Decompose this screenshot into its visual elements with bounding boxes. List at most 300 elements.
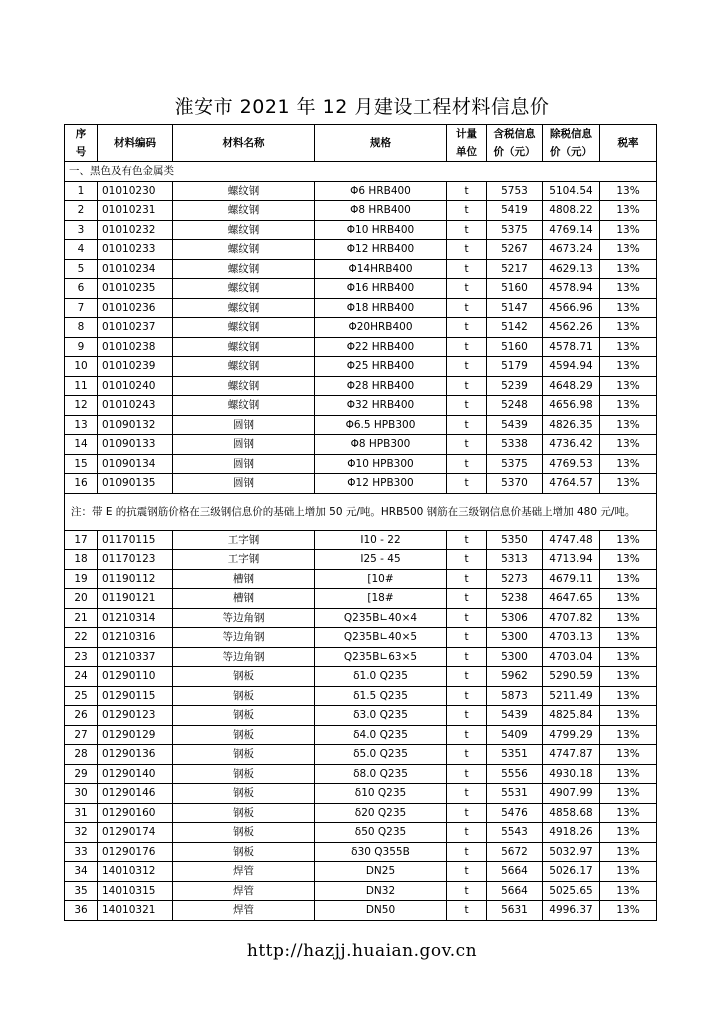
cell-notax: 4907.99 <box>543 784 600 804</box>
cell-rate: 13% <box>600 396 657 416</box>
cell-unit: t <box>447 530 487 550</box>
table-row <box>65 550 657 570</box>
cell-rate: 13% <box>600 259 657 279</box>
cell-code: 01290115 <box>98 686 173 706</box>
cell-spec: Φ12 HRB400 <box>315 240 447 260</box>
cell-name: 螺纹钢 <box>173 220 315 240</box>
page-title: 淮安市 2021 年 12 月建设工程材料信息价 <box>174 96 550 118</box>
price-table <box>64 124 657 921</box>
cell-name: 圆钢 <box>173 474 315 494</box>
cell-name: 焊管 <box>173 881 315 901</box>
cell-seq: 35 <box>65 881 98 901</box>
cell-unit: t <box>447 628 487 648</box>
cell-unit: t <box>447 357 487 377</box>
cell-seq: 24 <box>65 667 98 687</box>
cell-spec: δ3.0 Q235 <box>315 706 447 726</box>
cell-seq: 25 <box>65 686 98 706</box>
section-label: 一、黑色及有色金属类 <box>65 162 657 182</box>
table-row <box>65 337 657 357</box>
note-text: 注：带 E 的抗震钢筋价格在三级钢信息价的基础上增加 50 元/吨。HRB500 钢筋在三级钢信息价基础上增加 480 元/吨。 <box>65 493 657 530</box>
cell-seq: 14 <box>65 435 98 455</box>
cell-rate: 13% <box>600 901 657 921</box>
cell-tax: 5419 <box>487 201 543 221</box>
cell-seq: 17 <box>65 530 98 550</box>
cell-spec: δ1.5 Q235 <box>315 686 447 706</box>
cell-name: 螺纹钢 <box>173 357 315 377</box>
cell-name: 槽钢 <box>173 569 315 589</box>
cell-unit: t <box>447 201 487 221</box>
cell-name: 焊管 <box>173 901 315 921</box>
table-row <box>65 803 657 823</box>
cell-seq: 36 <box>65 901 98 921</box>
cell-rate: 13% <box>600 823 657 843</box>
table-row <box>65 220 657 240</box>
cell-notax: 4747.48 <box>543 530 600 550</box>
cell-code: 01010240 <box>98 376 173 396</box>
cell-name: 螺纹钢 <box>173 279 315 299</box>
cell-tax: 5238 <box>487 589 543 609</box>
cell-rate: 13% <box>600 842 657 862</box>
cell-unit: t <box>447 240 487 260</box>
cell-seq: 27 <box>65 725 98 745</box>
cell-rate: 13% <box>600 357 657 377</box>
cell-notax: 5104.54 <box>543 181 600 201</box>
cell-seq: 3 <box>65 220 98 240</box>
cell-tax: 5239 <box>487 376 543 396</box>
cell-seq: 12 <box>65 396 98 416</box>
header-price-tax: 含税信息 价（元） <box>487 125 543 162</box>
cell-tax: 5543 <box>487 823 543 843</box>
cell-code: 01010239 <box>98 357 173 377</box>
cell-seq: 28 <box>65 745 98 765</box>
cell-name: 钢板 <box>173 725 315 745</box>
cell-spec: Φ10 HPB300 <box>315 454 447 474</box>
cell-notax: 4566.96 <box>543 298 600 318</box>
cell-rate: 13% <box>600 628 657 648</box>
cell-name: 螺纹钢 <box>173 240 315 260</box>
cell-code: 14010315 <box>98 881 173 901</box>
cell-code: 01190121 <box>98 589 173 609</box>
table-row <box>65 628 657 648</box>
cell-tax: 5370 <box>487 474 543 494</box>
cell-tax: 5217 <box>487 259 543 279</box>
cell-notax: 4713.94 <box>543 550 600 570</box>
cell-code: 01090134 <box>98 454 173 474</box>
cell-spec: Φ8 HPB300 <box>315 435 447 455</box>
cell-spec: δ5.0 Q235 <box>315 745 447 765</box>
cell-seq: 20 <box>65 589 98 609</box>
cell-spec: [10# <box>315 569 447 589</box>
cell-notax: 4656.98 <box>543 396 600 416</box>
cell-spec: [18# <box>315 589 447 609</box>
cell-rate: 13% <box>600 415 657 435</box>
cell-rate: 13% <box>600 862 657 882</box>
table-header <box>65 125 657 162</box>
table-row <box>65 589 657 609</box>
cell-unit: t <box>447 396 487 416</box>
cell-notax: 4799.29 <box>543 725 600 745</box>
table-row <box>65 881 657 901</box>
cell-tax: 5267 <box>487 240 543 260</box>
cell-code: 01010232 <box>98 220 173 240</box>
cell-seq: 30 <box>65 784 98 804</box>
table-row <box>65 647 657 667</box>
cell-rate: 13% <box>600 201 657 221</box>
cell-code: 01010236 <box>98 298 173 318</box>
cell-name: 钢板 <box>173 667 315 687</box>
cell-notax: 4996.37 <box>543 901 600 921</box>
cell-notax: 4808.22 <box>543 201 600 221</box>
cell-spec: δ1.0 Q235 <box>315 667 447 687</box>
cell-code: 01290176 <box>98 842 173 862</box>
cell-unit: t <box>447 279 487 299</box>
cell-spec: DN25 <box>315 862 447 882</box>
cell-tax: 5476 <box>487 803 543 823</box>
cell-unit: t <box>447 569 487 589</box>
cell-name: 螺纹钢 <box>173 376 315 396</box>
cell-rate: 13% <box>600 589 657 609</box>
cell-rate: 13% <box>600 745 657 765</box>
cell-code: 01010238 <box>98 337 173 357</box>
table-row <box>65 725 657 745</box>
cell-notax: 4673.24 <box>543 240 600 260</box>
cell-notax: 5211.49 <box>543 686 600 706</box>
cell-notax: 4594.94 <box>543 357 600 377</box>
header-spec: 规格 <box>315 125 447 162</box>
cell-spec: δ20 Q235 <box>315 803 447 823</box>
cell-rate: 13% <box>600 279 657 299</box>
cell-tax: 5160 <box>487 279 543 299</box>
cell-rate: 13% <box>600 686 657 706</box>
cell-unit: t <box>447 337 487 357</box>
table-row <box>65 686 657 706</box>
cell-unit: t <box>447 454 487 474</box>
cell-seq: 16 <box>65 474 98 494</box>
cell-seq: 11 <box>65 376 98 396</box>
cell-seq: 15 <box>65 454 98 474</box>
cell-unit: t <box>447 881 487 901</box>
table-row <box>65 376 657 396</box>
cell-code: 01290140 <box>98 764 173 784</box>
cell-rate: 13% <box>600 376 657 396</box>
cell-tax: 5439 <box>487 415 543 435</box>
cell-spec: δ30 Q355B <box>315 842 447 862</box>
table-row <box>65 842 657 862</box>
cell-code: 01170115 <box>98 530 173 550</box>
cell-tax: 5375 <box>487 220 543 240</box>
cell-tax: 5160 <box>487 337 543 357</box>
cell-tax: 5664 <box>487 862 543 882</box>
cell-name: 螺纹钢 <box>173 201 315 221</box>
table-row <box>65 259 657 279</box>
cell-tax: 5351 <box>487 745 543 765</box>
header-name: 材料名称 <box>173 125 315 162</box>
cell-unit: t <box>447 298 487 318</box>
cell-name: 钢板 <box>173 823 315 843</box>
cell-code: 01010237 <box>98 318 173 338</box>
header-unit: 计量 单位 <box>447 125 487 162</box>
cell-tax: 5300 <box>487 628 543 648</box>
cell-spec: DN50 <box>315 901 447 921</box>
table-row <box>65 435 657 455</box>
cell-spec: Φ14HRB400 <box>315 259 447 279</box>
cell-unit: t <box>447 725 487 745</box>
cell-tax: 5664 <box>487 881 543 901</box>
table-row <box>65 474 657 494</box>
cell-seq: 34 <box>65 862 98 882</box>
table-row <box>65 396 657 416</box>
cell-code: 01090135 <box>98 474 173 494</box>
cell-unit: t <box>447 745 487 765</box>
table-row <box>65 862 657 882</box>
cell-rate: 13% <box>600 550 657 570</box>
cell-notax: 4562.26 <box>543 318 600 338</box>
cell-spec: δ8.0 Q235 <box>315 764 447 784</box>
cell-name: 钢板 <box>173 803 315 823</box>
cell-name: 螺纹钢 <box>173 318 315 338</box>
cell-name: 圆钢 <box>173 435 315 455</box>
cell-rate: 13% <box>600 881 657 901</box>
cell-code: 14010321 <box>98 901 173 921</box>
cell-tax: 5306 <box>487 608 543 628</box>
cell-seq: 4 <box>65 240 98 260</box>
cell-tax: 5531 <box>487 784 543 804</box>
note-row <box>65 493 657 530</box>
cell-notax: 4578.94 <box>543 279 600 299</box>
cell-spec: Φ18 HRB400 <box>315 298 447 318</box>
cell-unit: t <box>447 901 487 921</box>
cell-notax: 4930.18 <box>543 764 600 784</box>
cell-name: 等边角钢 <box>173 608 315 628</box>
table-row <box>65 764 657 784</box>
cell-rate: 13% <box>600 608 657 628</box>
cell-unit: t <box>447 376 487 396</box>
table-row <box>65 608 657 628</box>
cell-spec: δ10 Q235 <box>315 784 447 804</box>
cell-code: 01290174 <box>98 823 173 843</box>
footer-url: http://hazjj.huaian.gov.cn <box>246 941 478 961</box>
cell-seq: 33 <box>65 842 98 862</box>
cell-notax: 4648.29 <box>543 376 600 396</box>
table-row <box>65 823 657 843</box>
cell-name: 圆钢 <box>173 415 315 435</box>
cell-seq: 22 <box>65 628 98 648</box>
cell-notax: 4764.57 <box>543 474 600 494</box>
cell-name: 钢板 <box>173 764 315 784</box>
header-code: 材料编码 <box>98 125 173 162</box>
cell-rate: 13% <box>600 725 657 745</box>
cell-spec: DN32 <box>315 881 447 901</box>
table-body <box>65 162 657 921</box>
table-row <box>65 298 657 318</box>
table-row <box>65 901 657 921</box>
cell-rate: 13% <box>600 435 657 455</box>
cell-unit: t <box>447 647 487 667</box>
cell-spec: Φ25 HRB400 <box>315 357 447 377</box>
cell-rate: 13% <box>600 181 657 201</box>
cell-code: 01090133 <box>98 435 173 455</box>
cell-code: 01010235 <box>98 279 173 299</box>
cell-rate: 13% <box>600 530 657 550</box>
cell-notax: 4629.13 <box>543 259 600 279</box>
table-row <box>65 667 657 687</box>
cell-rate: 13% <box>600 454 657 474</box>
cell-unit: t <box>447 667 487 687</box>
cell-spec: Q235B∟40×4 <box>315 608 447 628</box>
cell-name: 钢板 <box>173 686 315 706</box>
table-row <box>65 201 657 221</box>
cell-tax: 5962 <box>487 667 543 687</box>
cell-unit: t <box>447 318 487 338</box>
cell-notax: 5032.97 <box>543 842 600 862</box>
cell-spec: Φ28 HRB400 <box>315 376 447 396</box>
cell-tax: 5147 <box>487 298 543 318</box>
cell-unit: t <box>447 220 487 240</box>
cell-code: 01290160 <box>98 803 173 823</box>
cell-seq: 18 <box>65 550 98 570</box>
cell-rate: 13% <box>600 784 657 804</box>
cell-spec: Φ6 HRB400 <box>315 181 447 201</box>
table-row <box>65 415 657 435</box>
cell-unit: t <box>447 764 487 784</box>
cell-spec: Φ6.5 HPB300 <box>315 415 447 435</box>
header-rate: 税率 <box>600 125 657 162</box>
cell-spec: Φ22 HRB400 <box>315 337 447 357</box>
cell-name: 等边角钢 <box>173 647 315 667</box>
cell-tax: 5248 <box>487 396 543 416</box>
cell-code: 01010243 <box>98 396 173 416</box>
cell-unit: t <box>447 181 487 201</box>
cell-code: 01210314 <box>98 608 173 628</box>
cell-name: 钢板 <box>173 745 315 765</box>
cell-unit: t <box>447 608 487 628</box>
cell-name: 焊管 <box>173 862 315 882</box>
cell-seq: 21 <box>65 608 98 628</box>
cell-spec: I25 - 45 <box>315 550 447 570</box>
cell-unit: t <box>447 550 487 570</box>
cell-unit: t <box>447 435 487 455</box>
cell-notax: 4703.13 <box>543 628 600 648</box>
cell-name: 螺纹钢 <box>173 181 315 201</box>
cell-rate: 13% <box>600 318 657 338</box>
section-row <box>65 162 657 182</box>
cell-name: 工字钢 <box>173 550 315 570</box>
cell-notax: 5025.65 <box>543 881 600 901</box>
cell-seq: 6 <box>65 279 98 299</box>
cell-seq: 31 <box>65 803 98 823</box>
cell-spec: Q235B∟40×5 <box>315 628 447 648</box>
cell-notax: 4918.26 <box>543 823 600 843</box>
cell-tax: 5313 <box>487 550 543 570</box>
cell-rate: 13% <box>600 298 657 318</box>
cell-tax: 5375 <box>487 454 543 474</box>
cell-seq: 5 <box>65 259 98 279</box>
cell-code: 01010233 <box>98 240 173 260</box>
cell-unit: t <box>447 706 487 726</box>
cell-code: 01210337 <box>98 647 173 667</box>
cell-seq: 13 <box>65 415 98 435</box>
cell-code: 01290110 <box>98 667 173 687</box>
cell-name: 工字钢 <box>173 530 315 550</box>
cell-rate: 13% <box>600 764 657 784</box>
cell-notax: 4578.71 <box>543 337 600 357</box>
cell-unit: t <box>447 823 487 843</box>
cell-rate: 13% <box>600 667 657 687</box>
cell-code: 01290123 <box>98 706 173 726</box>
table-row <box>65 530 657 550</box>
cell-notax: 4826.35 <box>543 415 600 435</box>
cell-notax: 4747.87 <box>543 745 600 765</box>
cell-notax: 4679.11 <box>543 569 600 589</box>
cell-code: 01290146 <box>98 784 173 804</box>
cell-tax: 5300 <box>487 647 543 667</box>
cell-unit: t <box>447 842 487 862</box>
cell-unit: t <box>447 589 487 609</box>
cell-code: 01010234 <box>98 259 173 279</box>
table-row <box>65 318 657 338</box>
cell-unit: t <box>447 862 487 882</box>
cell-seq: 19 <box>65 569 98 589</box>
cell-code: 01010231 <box>98 201 173 221</box>
table-row <box>65 706 657 726</box>
cell-seq: 32 <box>65 823 98 843</box>
cell-tax: 5338 <box>487 435 543 455</box>
cell-code: 01210316 <box>98 628 173 648</box>
cell-rate: 13% <box>600 474 657 494</box>
cell-notax: 5026.17 <box>543 862 600 882</box>
cell-tax: 5142 <box>487 318 543 338</box>
cell-spec: I10 - 22 <box>315 530 447 550</box>
cell-rate: 13% <box>600 647 657 667</box>
cell-spec: δ4.0 Q235 <box>315 725 447 745</box>
table-row <box>65 357 657 377</box>
cell-unit: t <box>447 784 487 804</box>
cell-seq: 26 <box>65 706 98 726</box>
cell-name: 槽钢 <box>173 589 315 609</box>
table-row <box>65 569 657 589</box>
cell-unit: t <box>447 415 487 435</box>
cell-tax: 5179 <box>487 357 543 377</box>
table-row <box>65 240 657 260</box>
cell-rate: 13% <box>600 706 657 726</box>
header-price-notax: 除税信息 价（元） <box>543 125 600 162</box>
cell-tax: 5273 <box>487 569 543 589</box>
cell-rate: 13% <box>600 803 657 823</box>
cell-spec: Φ16 HRB400 <box>315 279 447 299</box>
cell-code: 14010312 <box>98 862 173 882</box>
cell-tax: 5409 <box>487 725 543 745</box>
cell-spec: Φ10 HRB400 <box>315 220 447 240</box>
cell-name: 螺纹钢 <box>173 337 315 357</box>
cell-name: 钢板 <box>173 784 315 804</box>
cell-unit: t <box>447 259 487 279</box>
cell-tax: 5350 <box>487 530 543 550</box>
table-row <box>65 454 657 474</box>
cell-name: 螺纹钢 <box>173 298 315 318</box>
cell-seq: 8 <box>65 318 98 338</box>
cell-rate: 13% <box>600 220 657 240</box>
header-seq: 序 号 <box>65 125 98 162</box>
table-row <box>65 279 657 299</box>
cell-notax: 4703.04 <box>543 647 600 667</box>
cell-notax: 4769.14 <box>543 220 600 240</box>
cell-name: 等边角钢 <box>173 628 315 648</box>
cell-notax: 4647.65 <box>543 589 600 609</box>
cell-tax: 5439 <box>487 706 543 726</box>
cell-code: 01010230 <box>98 181 173 201</box>
cell-name: 螺纹钢 <box>173 259 315 279</box>
table-row <box>65 784 657 804</box>
